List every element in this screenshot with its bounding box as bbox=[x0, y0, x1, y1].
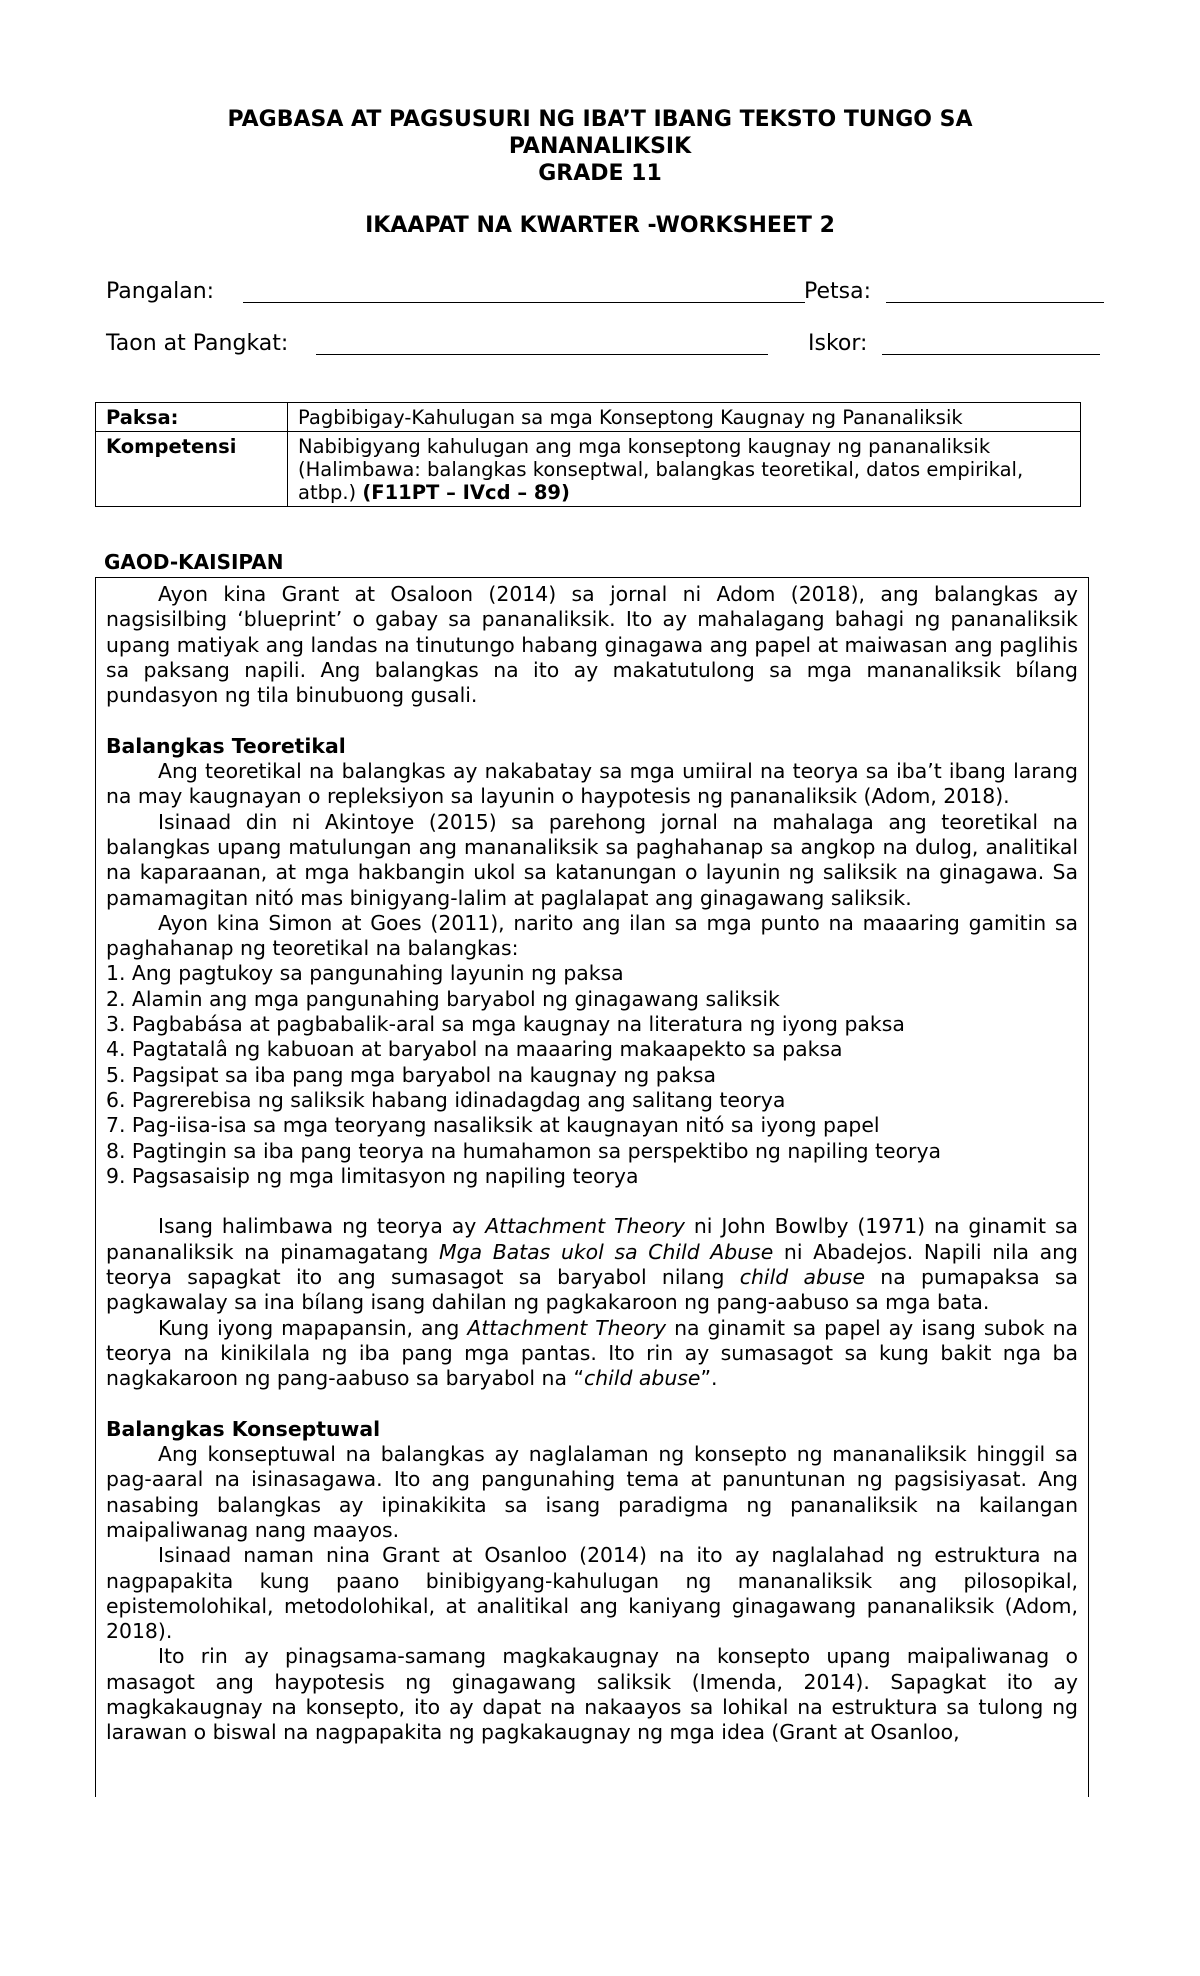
list-item: 1. Ang pagtukoy sa pangunahing layunin ng paksa bbox=[106, 961, 624, 986]
section-title: GAOD-KAISIPAN bbox=[104, 550, 284, 574]
name-label: Pangalan: bbox=[106, 279, 215, 304]
section-label: Taon at Pangkat: bbox=[106, 331, 289, 356]
example-paragraph-2: Kung iyong mapapansin, ang Attachment Theory na ginamit sa papel ay isang subok na teorya na kinikilala ng iba pang mga pantas. Ito rin ay sumasagot sa kung bakit nga ba nagkakaroon ng pang-aabuso sa baryabol na “child abuse”. bbox=[106, 1315, 1079, 1391]
list-item: 9. Pagsasaisip ng mga limitasyon ng napiling teorya bbox=[106, 1163, 639, 1188]
konseptuwal-heading: Balangkas Konseptuwal bbox=[106, 1416, 381, 1441]
paksa-value: Pagbibigay-Kahulugan sa mga Konseptong Kaugnay ng Pananaliksik bbox=[288, 403, 1081, 432]
grade-level: GRADE 11 bbox=[538, 161, 662, 186]
spacer bbox=[106, 708, 1078, 733]
list-item: 3. Pagbabása at pagbabalik-aral sa mga kaugnay na literatura ng iyong paksa bbox=[106, 1012, 905, 1037]
konseptuwal-paragraph-3: Ito rin ay pinagsama-samang magkakaugnay na konsepto upang maipaliwanag o masagot ang haypotesis ng ginagawang saliksik (Imenda, 2014). Sapagkat ito ay magkakaugnay na konsepto, ito ay dapat na nakaayos sa lohikal na estruktura sa tulong ng larawan o biswal na nagpapakita ng pagkakaugnay ng mga idea (Grant at Osanloo, bbox=[106, 1644, 1078, 1745]
topic-row bbox=[96, 403, 1081, 432]
points-list bbox=[106, 961, 1078, 1189]
competency-row bbox=[96, 432, 1081, 507]
teoretikal-paragraph-1: Ang teoretikal na balangkas ay nakabatay sa mga umiiral na teorya sa iba’t ibang larang na may kaugnayan o repleksiyon sa layunin o haypotesis ng pananaliksik (Adom, 2018). bbox=[106, 759, 1078, 809]
section-field[interactable] bbox=[316, 354, 768, 355]
score-label: Iskor: bbox=[808, 331, 868, 356]
kompetensi-value: Nabibigyang kahulugan ang mga konseptong kaugnay ng pananaliksik (Halimbawa: balangkas konseptwal, balangkas teoretikal, datos empirikal, atbp.) bbox=[298, 435, 1024, 504]
teoretikal-paragraph-2: Isinaad din ni Akintoye (2015) sa parehong jornal na mahalaga ang teoretikal na balangkas upang matulungan ang mananaliksik sa paghahanap sa angkop na dulog, analitikal na kaparaanan, at mga hakbangin ukol sa katanungan o layunin ng saliksik na ginagawa. Sa pamamagitan nitó mas binigyang-lalim at paglalapat ang ginagawang saliksik. bbox=[106, 809, 1078, 910]
content-box bbox=[95, 577, 1089, 1797]
konseptuwal-paragraph-2: Isinaad naman nina Grant at Osanloo (2014) na ito ay naglalahad ng estruktura na nagpapakita kung paano binibigyang-kahulugan ng mananaliksik ang pilosopikal, epistemolohikal, metodolohikal, at analitikal ang kaniyang ginagawang pananaliksik (Adom, 2018). bbox=[106, 1543, 1078, 1644]
name-field[interactable] bbox=[243, 302, 805, 303]
list-item: 4. Pagtatalâ ng kabuoan at baryabol na maaaring makaapekto sa paksa bbox=[106, 1037, 843, 1062]
subject-title-line1: PAGBASA AT PAGSUSURI NG IBA’T IBANG TEKSTO TUNGO SA bbox=[227, 107, 973, 132]
subject-title-line2: PANANALIKSIK bbox=[508, 134, 692, 159]
kompetensi-cell bbox=[288, 432, 1081, 507]
spacer bbox=[106, 1392, 1078, 1417]
list-item: 2. Alamin ang mga pangunahing baryabol ng ginagawang saliksik bbox=[106, 986, 780, 1011]
teoretikal-heading: Balangkas Teoretikal bbox=[106, 733, 346, 758]
list-item: 5. Pagsipat sa iba pang mga baryabol na kaugnay ng paksa bbox=[106, 1062, 717, 1087]
intro-paragraph: Ayon kina Grant at Osaloon (2014) sa jornal ni Adom (2018), ang balangkas ay nagsisilbing ‘blueprint’ o gabay sa pananaliksik. Ito ay mahalagang bahagi ng pananaliksik upang matiyak ang landas na tinutungo habang ginagawa ang papel at maiwasan ang paglihis sa paksang napili. Ang balangkas na ito ay makatutulong sa mga mananaliksik bílang pundasyon ng tila binubuong gusali. bbox=[106, 582, 1078, 708]
paksa-label: Paksa: bbox=[96, 403, 288, 432]
kompetensi-code: (F11PT – IVcd – 89) bbox=[362, 481, 570, 504]
example-paragraph-1: Isang halimbawa ng teorya ay Attachment Theory ni John Bowlby (1971) na ginamit sa pananaliksik na pinamagatang Mga Batas ukol sa Child Abuse ni Abadejos. Napili nila ang teorya sapagkat ito ang sumasagot sa baryabol nilang child abuse na pumapaksa sa pagkawalay sa ina bílang isang dahilan ng pagkakaroon ng pang-aabuso sa mga bata. bbox=[106, 1214, 1079, 1315]
worksheet-title: IKAAPAT NA KWARTER -WORKSHEET 2 bbox=[365, 213, 835, 238]
list-item: 7. Pag-iisa-isa sa mga teoryang nasaliksik at kaugnayan nitó sa iyong papel bbox=[106, 1113, 880, 1138]
konseptuwal-paragraph-1: Ang konseptuwal na balangkas ay naglalaman ng konsepto ng mananaliksik hinggil sa pag-aaral na isinasagawa. Ito ang pangunahing tema at panuntunan ng pagsisiyasat. Ang nasabing balangkas ay ipinakikita sa isang paradigma ng pananaliksik na kailangan maipaliwanag nang maayos. bbox=[106, 1442, 1078, 1542]
score-field[interactable] bbox=[882, 354, 1100, 355]
teoretikal-paragraph-3: Ayon kina Simon at Goes (2011), narito ang ilan sa mga punto na maaaring gamitin sa paghahanap ng teoretikal na balangkas: bbox=[106, 910, 1078, 961]
spacer bbox=[106, 1189, 1078, 1214]
content-text bbox=[106, 582, 1078, 1746]
list-item: 8. Pagtingin sa iba pang teorya na humahamon sa perspektibo ng napiling teorya bbox=[106, 1138, 941, 1163]
kompetensi-label: Kompetensi bbox=[96, 432, 288, 507]
date-label: Petsa: bbox=[804, 279, 871, 304]
date-field[interactable] bbox=[886, 302, 1104, 303]
topic-table bbox=[95, 402, 1081, 507]
list-item: 6. Pagrerebisa ng saliksik habang idinadagdag ang salitang teorya bbox=[106, 1087, 786, 1112]
